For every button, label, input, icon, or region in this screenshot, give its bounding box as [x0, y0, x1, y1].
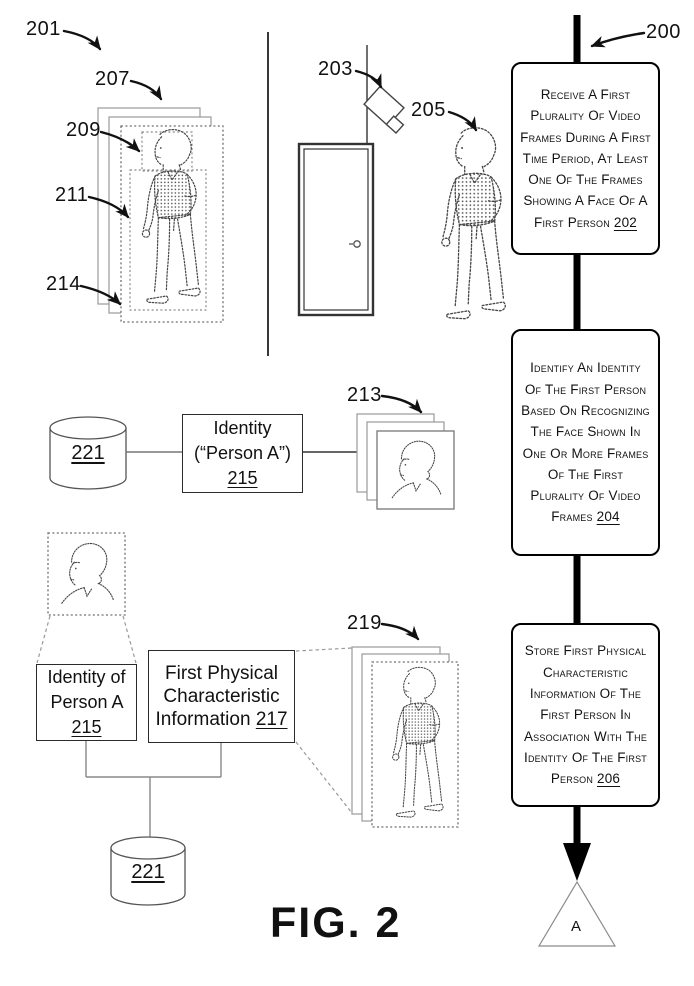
- ref-label-201: 201: [26, 18, 61, 40]
- projection-lines-thumbnail: [37, 616, 136, 663]
- identity-of-box-text: Identity of Person A: [47, 667, 126, 712]
- arrow-207: [131, 81, 161, 99]
- identity-person-a-box: [182, 414, 303, 493]
- flow-step-202: [511, 62, 660, 255]
- identity-box-text: Identity (“Person A”): [193, 418, 292, 463]
- ref-label-207: 207: [95, 68, 130, 90]
- identity-of-person-a-box: [36, 664, 137, 741]
- ref-label-203: 203: [318, 58, 353, 80]
- step-202-text: Receive A First Plurality Of Video Frames During A First Time Period, At Least One Of The Frames Showing A Face Of A First Person: [520, 86, 651, 230]
- identity-of-box-ref: 215: [71, 717, 102, 737]
- face-frame-stack-213: [357, 414, 454, 509]
- ref-label-200: 200: [646, 21, 681, 43]
- ref-label-214: 214: [46, 273, 81, 295]
- step-204-ref: 204: [596, 509, 620, 525]
- figure-title: FIG. 2: [270, 899, 402, 947]
- ref-label-209: 209: [66, 119, 101, 141]
- video-frame-stack-207: [98, 108, 223, 322]
- offpage-connector-letter: A: [571, 918, 582, 935]
- ref-label-211: 211: [55, 184, 89, 206]
- database-top-label: 221: [71, 442, 105, 464]
- projection-lines-frames-219: [296, 648, 352, 813]
- step-206-ref: 206: [597, 771, 621, 787]
- step-206-text: Store First Physical Characteristic Information Of The First Person In Association With The Identity Of The First Person: [523, 643, 648, 787]
- arrow-203: [356, 71, 381, 87]
- arrow-213: [382, 396, 421, 412]
- walking-person-sketch-205: [442, 128, 505, 319]
- step-202-ref: 202: [613, 214, 637, 230]
- step-204-text: Identify An Identity Of The First Person Based On Recognizing The Face Shown In One Or More Frames Of The First Plurality Of Video Frames: [521, 360, 650, 525]
- ref-label-213: 213: [347, 384, 382, 406]
- face-thumbnail-box: [48, 533, 125, 615]
- arrow-219: [382, 624, 418, 639]
- physical-box-ref: 217: [255, 709, 288, 730]
- arrow-205: [449, 112, 476, 130]
- ref-label-205: 205: [411, 99, 446, 121]
- database-bottom-label: 221: [131, 861, 165, 883]
- flow-step-206: [511, 623, 660, 807]
- ref-label-219: 219: [347, 612, 382, 634]
- arrow-200: [592, 33, 644, 46]
- connector-boxes-to-db: [86, 741, 221, 838]
- physical-box-text: First Physical Characteristic Information: [155, 663, 280, 730]
- security-camera-icon: [364, 86, 412, 133]
- arrow-201: [64, 31, 100, 49]
- offpage-connector-triangle: [539, 882, 615, 946]
- person-frame-stack-219: [352, 647, 458, 827]
- flow-step-204: [511, 329, 660, 556]
- physical-characteristic-box: [148, 650, 295, 743]
- door-sketch: [299, 144, 373, 315]
- identity-box-ref: 215: [227, 468, 258, 488]
